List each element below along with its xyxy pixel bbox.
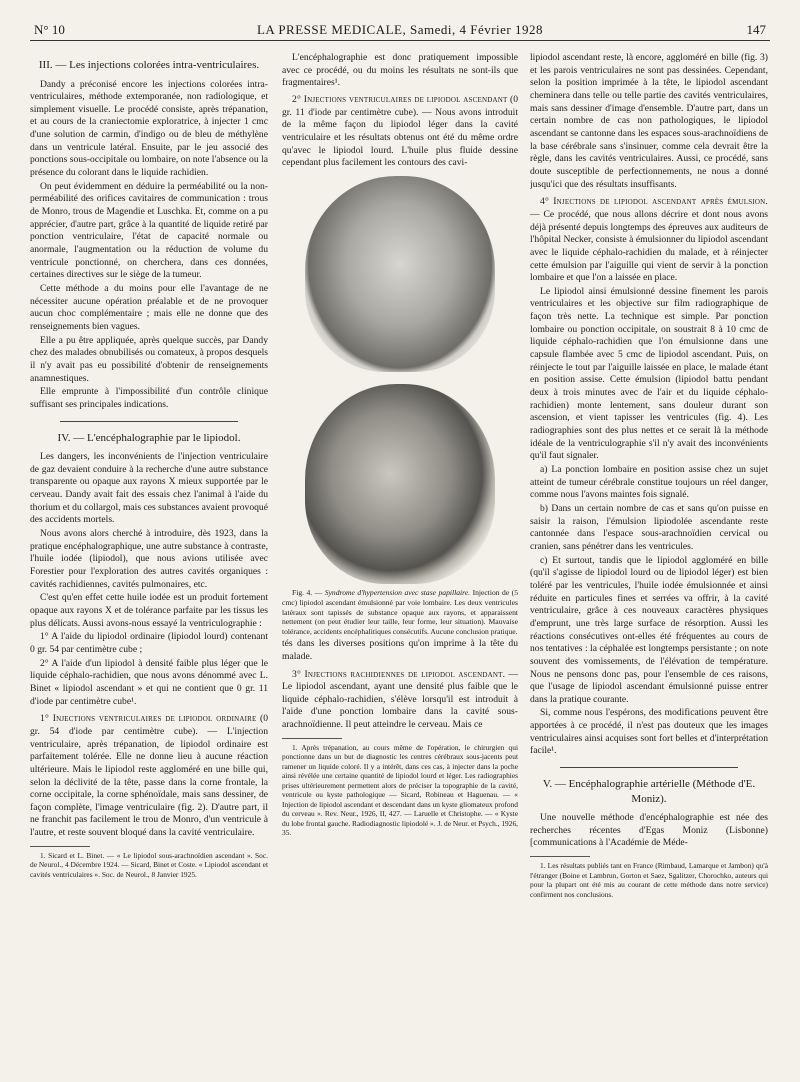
paragraph-text: — Le lipiodol ascendant, ayant une densité plus faible que le liquide céphalo-rachidien, s'élève lorsqu'il est introduit à l'aide d'une ponction lombaire dans la cavité sous-arachnoïdienne. Il peut atteindre le cerveau. Mais ce bbox=[282, 668, 518, 731]
paragraph bbox=[282, 94, 518, 170]
footnote: 1. Sicard et L. Binet. — « Le lipiodol sous-arachnoïdien ascendant ». Soc. de Neurol., 4 Décembre 1924. — Sicard, Binet et Coste. « Lipiodol ascendant et cavités ventriculaires ». Soc. de Neurol., 8 Janvier 1925. bbox=[30, 850, 268, 879]
section-title-iii: III. — Les injections colorées intra-ventriculaires. bbox=[38, 59, 260, 71]
figure-caption bbox=[282, 588, 518, 637]
paragraph: Dandy a préconisé encore les injections colorées intra-ventriculaires, méthode extemporanée, non radiologique, et simplement visuelle. Le procédé consiste, après trépanation, et au cours de la craniectomie exploratrice, à injecter 1 cmc d'une solution de carmin, d'indigo ou de bleu de méthylène dans un ventricule latéral. Ensuite, par le jeu associé des ponctions sous-occipitale ou lombaire, on note l'absence ou la présence du colorant dans le liquide rachidien. bbox=[30, 78, 268, 179]
caption-body: Injection de (5 cmc) lipiodol ascendant émulsionné par voie lombaire. Les deux ventricules latéraux sont tapissés de substance opaque aux rayons, et apparaissent nettement (on peut étudier leur taille, leur forme, leur situation). Mauvaise tolérance, accidents encéphalitiques consécutifs. Aucune conclusion pratique. bbox=[282, 587, 518, 637]
section-divider bbox=[60, 421, 238, 422]
paragraph bbox=[282, 669, 518, 732]
section-divider bbox=[560, 767, 738, 768]
paragraph: Les dangers, les inconvénients de l'injection ventriculaire de gaz devaient conduire à la recherche d'une autre substance transparente ou opaque aux rayons X mieux supportée par le cerveau. Dandy avait fait des essais chez l'animal à l'aide du thorium et du collargol, mais ces substances avaient provoqué des accidents mortels. bbox=[30, 451, 268, 526]
paragraph: Si, comme nous l'espérons, des modifications peuvent être apportées à ce procédé, il n'est pas douteux que les images ventriculaires ainsi acquises sont fort belles et d'interprétation facile¹. bbox=[530, 707, 768, 757]
xray-image-lateral bbox=[305, 384, 495, 584]
paragraph-text: (0 gr. 11 d'iode par centimètre cube). — Nous avons introduit de la même façon du lipiodol léger dans la cavité ventriculaire et les résultats obtenus ont été du même ordre qu'avec le lipiodol lourd. L'huile plus fluide dessine cependant plus facilement les contours des cavi- bbox=[282, 93, 518, 169]
column-1 bbox=[30, 52, 268, 1057]
paragraph: On peut évidemment en déduire la perméabilité ou la non-perméabilité des orifices cavitaires de communication : trous de Monro, trous de Magendie et Luschka. Et, comme on a pu apprécier, d'autre part, grâce à la quantité de liquide retiré par ponction ventriculaire, l'état de capacité normale ou anormale, l'augmentation ou la réduction de volume du ventricule ponctionné, on cherchera, dans ces données, certaines directives sur le siège de la tumeur. bbox=[30, 180, 268, 281]
paragraph: Elle emprunte à l'impossibilité d'un contrôle clinique suffisant ses principales indications. bbox=[30, 386, 268, 410]
paragraph: 1° A l'aide du lipiodol ordinaire (lipiodol lourd) contenant 0 gr. 54 par centimètre cube ; bbox=[30, 631, 268, 655]
paragraph-text: (0 gr. 54 d'iode par centimètre cube). — L'injection ventriculaire, après trépanation, de lipiodol ordinaire est parfaitement tolérée. Elle ne donne lieu à aucune réaction ultérieure. Mais le lipiodol reste aggloméré en une bille qui, selon la déclivité de la tête, passe dans la corne frontale, la corne occipitale, la corne sphénoïdale, mais sans dessiner, de façon complète, l'image ventriculaire (fig. 2). D'autre part, il ne franchit pas facilement le trou de Monro, d'un ventricule à l'autre, et reste souvent bloqué dans la cavité ventriculaire. bbox=[30, 713, 268, 839]
paragraph: L'encéphalographie est donc pratiquement impossible avec ce procédé, ou du moins les résultats ne sont-ils que fragmentaires¹. bbox=[282, 52, 518, 89]
page-header bbox=[30, 22, 770, 41]
subsection-heading: 3° Injections rachidiennes de lipiodol ascendant. bbox=[292, 668, 506, 680]
footnote-divider bbox=[30, 846, 90, 847]
subsection-heading: 1° Injections ventriculaires de lipiodol ordinaire bbox=[40, 713, 257, 725]
footnote: 1. Après trépanation, au cours même de l'opération, le chirurgien qui ponctionne dans un but de diagnostic les centres cérébraux sous-jacents peut ramener un liquide coloré. Il y a intérêt, dans ces cas, à injecter dans la poche ainsi révélée une certaine quantité de lipiodol lourd et léger. Les radiographies prises ultérieurement permettent alors de préciser la topographie de la cavité, ventricule ou kyste pathologique — Sicard, Robineau et Haguenau. — « Injection de lipiodol ascendant et descendant dans un kyste gliomateux profond du cerveau ». Rev. Neur., 1926, II, 427. — Laruelle et Christophe. — « Kyste du lobe frontal gauche. Radiodiagnostic lipiodolé ». J. de Neur. et Psych., 1926, 35. bbox=[282, 742, 518, 838]
paragraph: 2° A l'aide d'un lipiodol à densité faible plus léger que le liquide céphalo-rachidien, que nous avons dénommé avec L. Binet « lipiodol ascendant » et qui ne contient que 0 gr. 11 d'iode par centimètre cube¹. bbox=[30, 657, 268, 707]
paragraph bbox=[30, 713, 268, 840]
section-title-iv: IV. — L'encéphalographie par le lipiodol. bbox=[57, 431, 241, 444]
section-title-v: V. — Encéphalographie artérielle (Méthode d'E. Moniz). bbox=[542, 778, 756, 805]
paragraph: Elle a pu être appliquée, après quelque succès, par Dandy chez des malades obnubilisés ou comateux, à propos desquels il n'y avait pas eu possibilité d'obtenir de renseignements anamnestiques. bbox=[30, 334, 268, 384]
column-3 bbox=[530, 52, 768, 1057]
journal-title: LA PRESSE MEDICALE, Samedi, 4 Février 1928 bbox=[256, 22, 544, 37]
paragraph: Cette méthode a du moins pour elle l'avantage de ne nécessiter aucune opération préalable et de ne provoquer aucun choc complémentaire ; mais elle ne donne que des renseignements bien vagues. bbox=[30, 283, 268, 332]
footnote-divider bbox=[282, 738, 342, 739]
caption-title: Syndrome d'hypertension avec stase papillaire. bbox=[324, 587, 471, 597]
paragraph: Une nouvelle méthode d'encéphalographie est née des recherches récentes d'Egas Moniz (Lisbonne) [communications à l'Académie de Méde- bbox=[530, 812, 768, 849]
issue-number: N° 10 bbox=[34, 22, 65, 37]
page-number: 147 bbox=[746, 22, 766, 37]
paragraph: Nous avons alors cherché à introduire, dès 1923, dans la pratique encéphalographique, une autre substance à contraste, l'huile iodée (lipiodol), que nous avions utilisée avec Forestier pour l'exploration des autres cavités organiques : cavités rachidiennes, cavités pulmonaires, etc. bbox=[30, 528, 268, 590]
column-2 bbox=[282, 52, 518, 1057]
paragraph: C'est qu'en effet cette huile iodée est un produit fortement opaque aux rayons X et de tolérance parfaite par les tissus les plus délicats. Aussi avons-nous essayé la ventriculographie : bbox=[30, 592, 268, 629]
paragraph: Le lipiodol ainsi émulsionné dessine finement les parois ventriculaires et les objective sur film radiographique de façon très nette. La technique est simple. Par ponction lombaire ou ponction occipitale, on soustrait 8 à 10 cmc de liquide céphalo-rachidien que l'on émulsionne dans une capsule flambée avec 5 cmc de lipiodol ascendant. Puis, on réinjecte le tout par l'aiguille laissée en place, le malade étant en position assise. Cette émulsion (lipiodol battu pendant deux à trois minutes avec de l'air et du liquide céphalo-rachidien) monte lentement, sans douleur durant son ascension, et vient tapisser les ventricules (fig. 4). Les radiographies sont des plus nettes et ce serait là la méthode idéale de la ventriculographie s'il n'y avait des inconvénients qu'il faut signaler. bbox=[530, 285, 768, 462]
paragraph: b) Dans un certain nombre de cas et sans qu'on puisse en saisir la raison, l'émulsion lipiodolée ascendante reste cantonnée dans l'espace sous-arachnoïdien cervical ou cranien, sans pénétrer dans les ventricules. bbox=[530, 502, 768, 552]
paragraph: c) Et surtout, tandis que le lipiodol aggloméré en bille (qu'il s'agisse de lipiodol lourd ou de lipiodol léger) est bien toléré par les ventricules, l'huile iodée émulsionnée et ainsi réduite en particules fines et serrées va offrir, à la cavité ventriculaire, grâce à ces nouveaux caractères physiques d'emprunt, une très large surface de résorption. Aussi les réactions consécutives ont-elles été fréquentes au cours de nos tentatives : la céphalée est longtemps persistante ; on note souvent des vomissements, de l'élévation de température. Nous ne pensons donc pas, pour l'ensemble de ces raisons, que l'usage de lipiodol ascendant émulsionné puisse entrer dans la pratique courante. bbox=[530, 554, 768, 705]
subsection-heading: 2° Injections ventriculaires de lipiodol ascendant bbox=[292, 93, 508, 105]
caption-label: Fig. 4. — bbox=[292, 587, 323, 597]
paragraph: tés dans les diverses positions qu'on imprime à la tête du malade. bbox=[282, 638, 518, 662]
footnote-divider bbox=[530, 856, 590, 857]
paragraph: a) La ponction lombaire en position assise chez un sujet atteint de tumeur cérébrale constitue toujours un réel danger, comme nous l'avons maintes fois signalé. bbox=[530, 464, 768, 501]
paragraph: lipiodol ascendant reste, là encore, aggloméré en bille (fig. 3) et les parois ventriculaires ne sont pas dessinées. Cependant, selon la position imprimée à la tête, le lipiodol ascendant cheminera dans telle ou telle partie des cavités ventriculaires, mais sans dessiner d'image d'ensemble. D'autre part, dans un certain nombre de cas non pathologiques, le lipiodol ascendant se cantonne dans les espaces sous-arachnoïdiens de la base cérébrale sans s'insinuer, comme cela devrait être la règle, dans les cavités ventriculaires. Aussi, ce procédé, sans doute susceptible de perfectionnements, ne nous a donné jusqu'ici que des résultats insuffisants. bbox=[530, 52, 768, 190]
subsection-heading: 4° Injections de lipiodol ascendant après émulsion. bbox=[540, 196, 768, 208]
xray-image-frontal bbox=[305, 176, 495, 372]
paragraph-text: — Ce procédé, que nous allons décrire et dont nous avons déjà présenté depuis longtemps des épreuves aux auditeurs de l'hôpital Necker, consiste à émulsionner du lipiodol ascendant avec le liquide céphalo-rachidien du malade, et à réinjecter cette émulsion par l'aiguille qui vient de servir à la ponction lombaire et que l'on a laissée en place. bbox=[530, 208, 768, 284]
paragraph bbox=[530, 196, 768, 285]
footnote: 1. Les résultats publiés tant en France (Rimbaud, Lamarque et Jambon) qu'à l'étranger (Boine et Lambrun, Gorton et Saez, Sgalitzer, Chorochko, auteurs qui pour la plupart ont été mis au courant de cette méthode dans notre service) confirment nos conclusions. bbox=[530, 861, 768, 899]
